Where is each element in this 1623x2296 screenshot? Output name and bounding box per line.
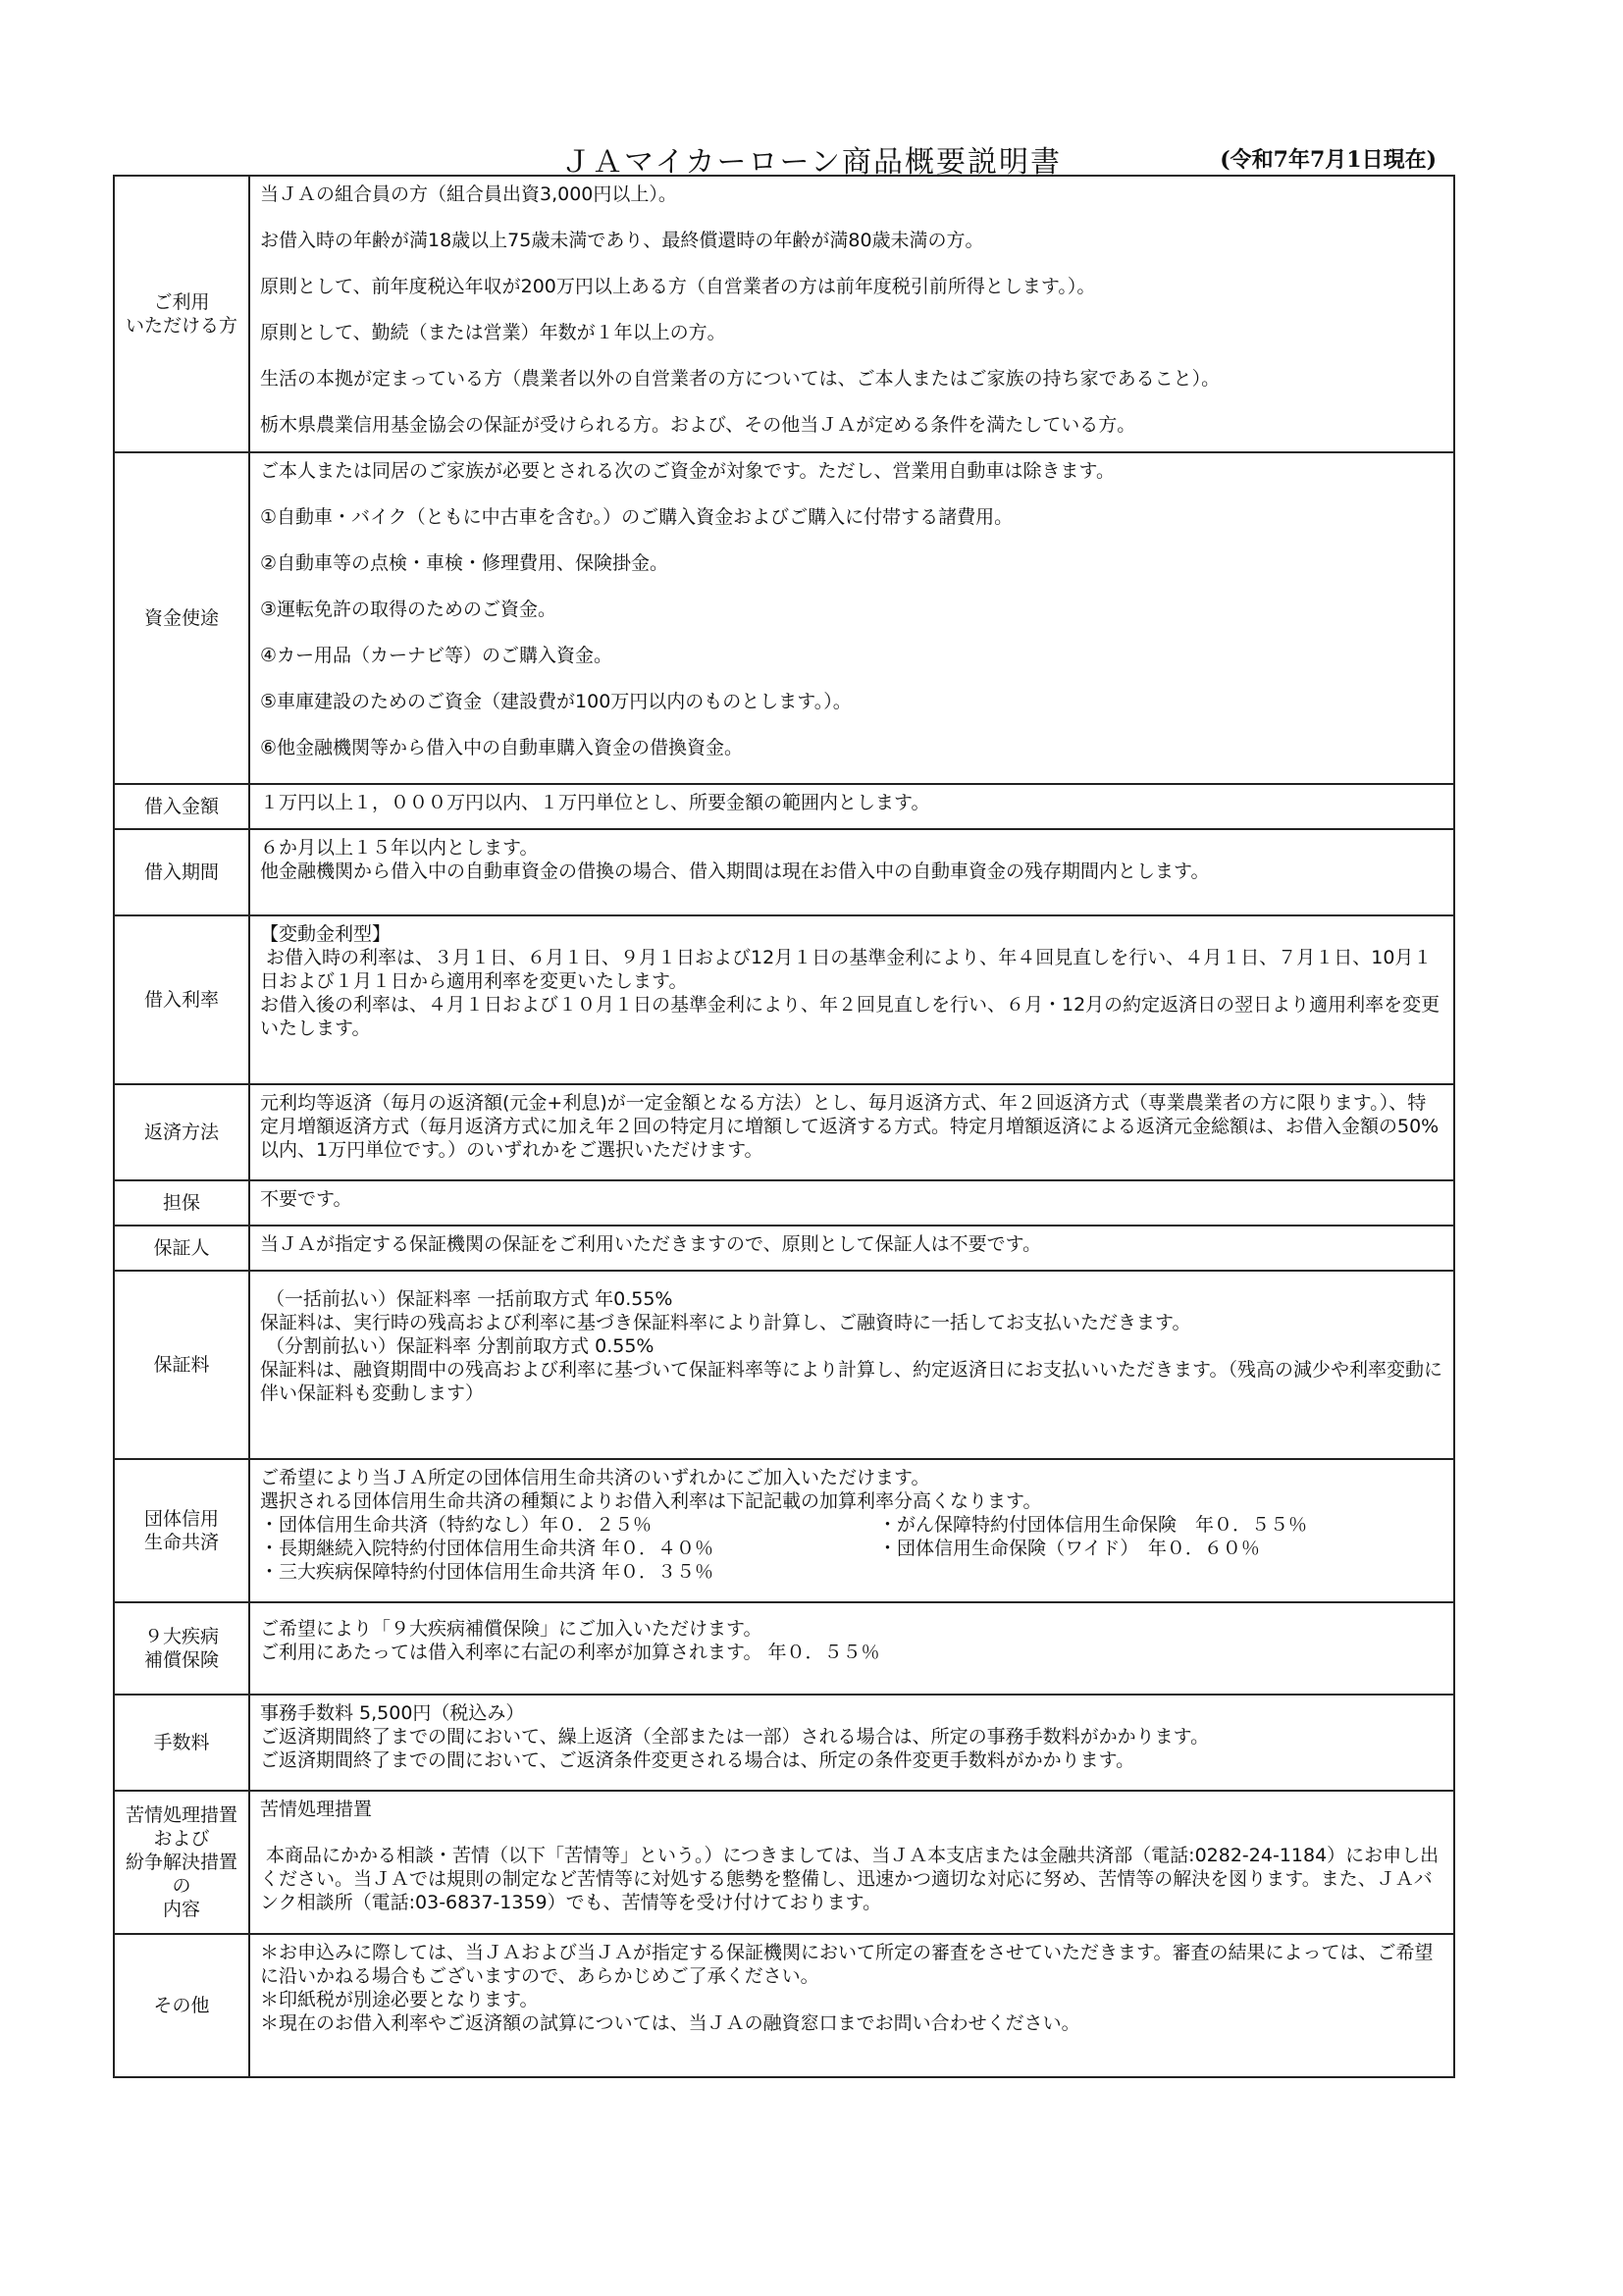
- row-purpose: [114, 452, 1454, 784]
- others-line: ＊現在のお借入利率やご返済額の試算については、当ＪＡの融資窓口までお問い合わせください。: [260, 2012, 1080, 2034]
- product-summary-table: [113, 175, 1455, 2078]
- insurance-option: ・がん保障特約付団体信用生命保険 年０．５５％: [878, 1514, 1308, 1536]
- row-period: [114, 829, 1454, 915]
- content-eligibility: [249, 176, 1454, 452]
- label-guarantor: 保証人: [114, 1226, 249, 1271]
- eligibility-line: お借入時の年齢が満18歳以上75歳未満であり、最終償還時の年齢が満80歳未満の方。: [260, 230, 984, 251]
- purpose-line: ③運転免許の取得のためのご資金。: [260, 599, 557, 620]
- others-line: ＊お申込みに際しては、当ＪＡおよび当ＪＡが指定する保証機関において所定の審査をさせていただきます。審査の結果によっては、ご希望に沿いかねる場合もございますので、あらかじめご了承ください。: [260, 1942, 1434, 1987]
- row-repayment: [114, 1084, 1454, 1180]
- rate-line: 【変動金利型】: [260, 923, 392, 945]
- insurance-option: ・団体信用生命保険（ワイド） 年０．６０％: [878, 1538, 1260, 1559]
- row-complaints: [114, 1791, 1454, 1934]
- content-rate: [249, 915, 1454, 1084]
- group-insurance-line: ご希望により当ＪＡ所定の団体信用生命共済のいずれかにご加入いただけます。: [260, 1467, 930, 1488]
- label-nine-disease: ９大疾病 補償保険: [114, 1602, 249, 1695]
- complaints-text: 本商品にかかる相談・苦情（以下「苦情等」という。）につきましては、当ＪＡ本支店または金融共済部（電話:0282-24-1184）にお申し出ください。当ＪＡでは規則の制定など苦情等に対処する態勢を整備し、迅速かつ適切な対応に努め、苦情等の解決を図ります。また、ＪＡバンク相談所（電話:03-6837-1359）でも、苦情等を受け付けております。: [260, 1845, 1440, 1913]
- repayment-text: 元利均等返済（毎月の返済額(元金+利息)が一定金額となる方法）とし、毎月返済方式、年２回返済方式（専業農業者の方に限ります。）、特定月増額返済方式（毎月返済方式に加え年２回の特定月に増額して返済する方式。特定月増額返済による返済元金総額は、お借入金額の50%以内、1万円単位です。）のいずれかをご選択いただけます。: [260, 1092, 1440, 1161]
- nine-disease-line: ご希望により「９大疾病補償保険」にご加入いただけます。: [260, 1618, 762, 1640]
- label-amount: 借入金額: [114, 784, 249, 829]
- eligibility-line: 原則として、勤続（または営業）年数が１年以上の方。: [260, 322, 726, 343]
- content-group-insurance: [249, 1459, 1454, 1602]
- label-collateral: 担保: [114, 1180, 249, 1226]
- period-line: ６か月以上１５年以内とします。: [260, 837, 539, 859]
- eligibility-line: 栃木県農業信用基金協会の保証が受けられる方。および、その他当ＪＡが定める条件を満たしている方。: [260, 414, 1136, 436]
- row-rate: [114, 915, 1454, 1084]
- row-eligibility: [114, 176, 1454, 452]
- row-others: [114, 1934, 1454, 2077]
- guarantee-fee-line: 保証料は、融資期間中の残高および利率に基づいて保証料率等により計算し、約定返済日にお支払いいただきます。（残高の減少や利率変動に伴い保証料も変動します）: [260, 1359, 1442, 1404]
- collateral-text: 不要です。: [260, 1188, 352, 1210]
- purpose-line: ②自動車等の点検・車検・修理費用、保険掛金。: [260, 552, 669, 574]
- content-guarantee-fee: [249, 1271, 1454, 1459]
- label-period: 借入期間: [114, 829, 249, 915]
- purpose-line: ④カー用品（カーナビ等）のご購入資金。: [260, 645, 613, 666]
- amount-text: １万円以上１，０００万円以内、１万円単位とし、所要金額の範囲内とします。: [260, 792, 930, 813]
- nine-disease-line: ご利用にあたっては借入利率に右記の利率が加算されます。 年０．５５％: [260, 1642, 880, 1663]
- guarantor-text: 当ＪＡが指定する保証機関の保証をご利用いただきますので、原則として保証人は不要です。: [260, 1233, 1042, 1255]
- guarantee-fee-line: 保証料は、実行時の残高および利率に基づき保証料率により計算し、ご融資時に一括してお支払いただきます。: [260, 1312, 1191, 1333]
- rate-line: お借入時の利率は、３月１日、６月１日、９月１日および12月１日の基準金利により、年４回見直しを行い、４月１日、７月１日、10月１日および１月１日から適用利率を変更いたします。: [260, 947, 1433, 992]
- row-guarantee-fee: [114, 1271, 1454, 1459]
- content-nine-disease: [249, 1602, 1454, 1695]
- rate-line: お借入後の利率は、４月１日および１０月１日の基準金利により、年２回見直しを行い、６月・12月の約定返済日の翌日より適用利率を変更いたします。: [260, 994, 1440, 1039]
- label-others: その他: [114, 1934, 249, 2077]
- content-repayment: [249, 1084, 1454, 1180]
- purpose-line: ご本人または同居のご家族が必要とされる次のご資金が対象です。ただし、営業用自動車は除きます。: [260, 460, 1115, 482]
- content-fees: [249, 1695, 1454, 1791]
- row-group-insurance: [114, 1459, 1454, 1602]
- label-repayment: 返済方法: [114, 1084, 249, 1180]
- label-group-insurance: 団体信用 生命共済: [114, 1459, 249, 1602]
- insurance-option: ・団体信用生命共済（特約なし）年０．２５％: [260, 1514, 653, 1536]
- eligibility-line: 当ＪＡの組合員の方（組合員出資3,000円以上）。: [260, 183, 677, 205]
- row-amount: [114, 784, 1454, 829]
- eligibility-line: 原則として、前年度税込年収が200万円以上ある方（自営業者の方は前年度税引前所得とします。）。: [260, 276, 1096, 297]
- eligibility-line: 生活の本拠が定まっている方（農業者以外の自営業者の方については、ご本人またはご家族の持ち家であること）。: [260, 368, 1221, 390]
- purpose-line: ⑤車庫建設のためのご資金（建設費が100万円以内のものとします。）。: [260, 691, 852, 712]
- page-title: ＪＡマイカーローン商品概要説明書: [561, 145, 1062, 180]
- fees-line: ご返済期間終了までの間において、ご返済条件変更される場合は、所定の条件変更手数料がかかります。: [260, 1749, 1135, 1771]
- row-collateral: [114, 1180, 1454, 1226]
- insurance-option: ・三大疾病保障特約付団体信用生命共済 年０．３５％: [260, 1561, 714, 1583]
- row-nine-disease: [114, 1602, 1454, 1695]
- label-rate: 借入利率: [114, 915, 249, 1084]
- label-guarantee-fee: 保証料: [114, 1271, 249, 1459]
- as-of-date: (令和7年7月1日現在): [1220, 147, 1437, 173]
- guarantee-fee-line: （分割前払い）保証料率 分割前取方式 0.55%: [260, 1335, 654, 1357]
- fees-line: ご返済期間終了までの間において、繰上返済（全部または一部）される場合は、所定の事務手数料がかかります。: [260, 1726, 1210, 1748]
- purpose-line: ①自動車・バイク（ともに中古車を含む。）のご購入資金およびご購入に付帯する諸費用。: [260, 506, 1014, 528]
- period-line: 他金融機関から借入中の自動車資金の借換の場合、借入期間は現在お借入中の自動車資金の残存期間内とします。: [260, 861, 1210, 882]
- row-guarantor: [114, 1226, 1454, 1271]
- content-complaints: [249, 1791, 1454, 1934]
- complaints-heading: 苦情処理措置: [260, 1799, 373, 1820]
- group-insurance-options: [260, 1513, 1443, 1584]
- content-purpose: [249, 452, 1454, 784]
- content-others: [249, 1934, 1454, 2077]
- group-insurance-line: 選択される団体信用生命共済の種類によりお借入利率は下記記載の加算利率分高くなります。: [260, 1490, 1042, 1512]
- label-complaints: 苦情処理措置 および 紛争解決措置 の 内容: [114, 1791, 249, 1934]
- label-fees: 手数料: [114, 1695, 249, 1791]
- label-eligibility: ご利用 いただける方: [114, 176, 249, 452]
- row-fees: [114, 1695, 1454, 1791]
- others-line: ＊印紙税が別途必要となります。: [260, 1989, 539, 2010]
- content-amount: [249, 784, 1454, 829]
- fees-line: 事務手数料 5,500円（税込み）: [260, 1702, 525, 1724]
- label-purpose: 資金使途: [114, 452, 249, 784]
- content-period: [249, 829, 1454, 915]
- guarantee-fee-line: （一括前払い）保証料率 一括前取方式 年0.55%: [260, 1288, 673, 1310]
- insurance-option: ・長期継続入院特約付団体信用生命共済 年０．４０％: [260, 1538, 714, 1559]
- purpose-line: ⑥他金融機関等から借入中の自動車購入資金の借換資金。: [260, 737, 744, 758]
- content-guarantor: [249, 1226, 1454, 1271]
- content-collateral: [249, 1180, 1454, 1226]
